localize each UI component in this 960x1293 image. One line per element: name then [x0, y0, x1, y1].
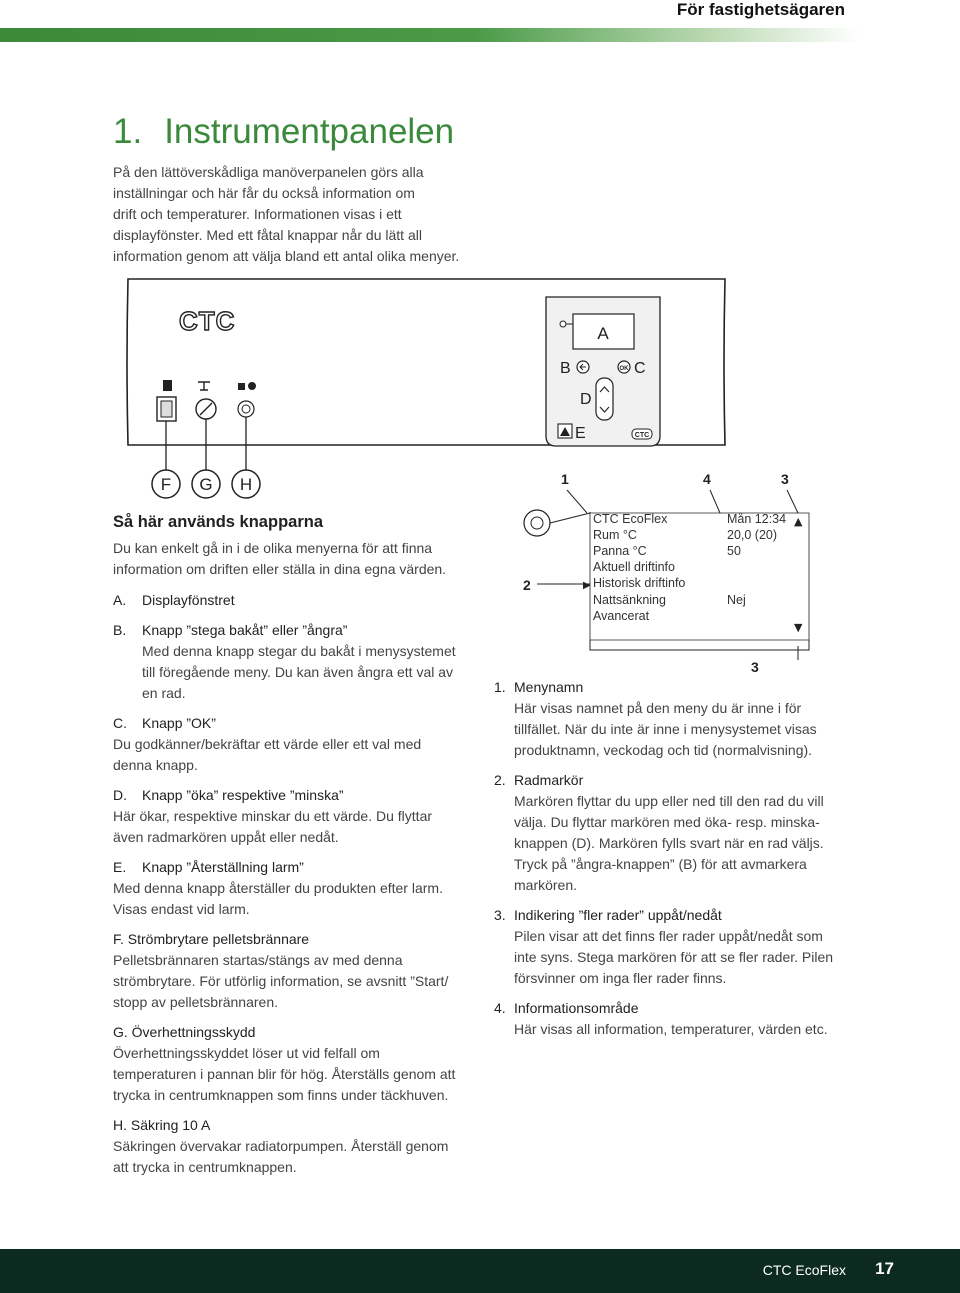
- item-line: Med denna knapp återställer du produkten efter larm.: [113, 880, 443, 896]
- label-a: A: [597, 324, 609, 343]
- item-line: en rad.: [142, 685, 186, 701]
- item-key: 4.: [494, 1000, 506, 1016]
- item-title: Radmarkör: [514, 772, 584, 788]
- item-line: Överhettningsskyddet löser ut vid felfall om: [113, 1045, 380, 1061]
- item-line: Pelletsbrännaren startas/stängs av med denna: [113, 952, 403, 968]
- item-title: Informationsområde: [514, 1000, 639, 1016]
- list-item: [113, 1022, 493, 1106]
- section-intro-line: Du kan enkelt gå in i de olika menyerna för att finna: [113, 540, 433, 556]
- intro-line: information genom att välja bland ett antal olika menyer.: [113, 248, 460, 264]
- item-key: B.: [113, 622, 127, 638]
- item-line: markören.: [514, 877, 578, 893]
- item-key: E.: [113, 859, 127, 875]
- label-b: B: [560, 360, 571, 377]
- item-line: Du godkänner/bekräftar ett värde eller ett val med: [113, 736, 422, 752]
- footer-product: CTC EcoFlex: [762, 1262, 846, 1278]
- callout-3-top: 3: [781, 471, 789, 487]
- item-line: försvinner om inga fler rader finns.: [514, 970, 727, 986]
- item-title: Menynamn: [514, 679, 584, 695]
- item-key: 1.: [494, 679, 506, 695]
- display-row-label: Aktuell driftinfo: [593, 560, 675, 574]
- item-line: Visas endast vid larm.: [113, 901, 250, 917]
- list-item: [113, 620, 493, 704]
- intro-line: displayfönster. Med ett fåtal knappar når du lätt all: [113, 227, 422, 243]
- label-h: H: [239, 475, 253, 494]
- list-item: [494, 998, 854, 1040]
- list-item: [113, 929, 493, 1013]
- page-number: 17: [875, 1259, 894, 1278]
- heading-title: Instrumentpanelen: [164, 112, 455, 151]
- label-d: D: [580, 391, 592, 408]
- list-item: [113, 590, 493, 611]
- ctc-logo: CTC: [179, 306, 236, 336]
- item-key: F.: [113, 931, 124, 947]
- item-line: stopp av pelletsbrännaren.: [113, 994, 278, 1010]
- svg-text:CTC: CTC: [634, 432, 650, 439]
- item-line: produktnamn, veckodag och tid (normalvisning).: [514, 742, 813, 758]
- item-title: Knapp ”stega bakåt” eller ”ångra”: [142, 622, 348, 638]
- item-key: 3.: [494, 907, 506, 923]
- item-line: temperaturen i pannan blir för hög. Återställs genom att: [113, 1066, 456, 1082]
- row-cursor-icon: ▶: [583, 580, 591, 591]
- section-title: Så här används knapparna: [113, 513, 323, 531]
- item-title: Knapp ”Återställning larm”: [142, 859, 304, 875]
- header-title: För fastighetsägaren: [676, 0, 845, 19]
- display-row-label: Historisk driftinfo: [593, 576, 686, 590]
- arrow-up-icon: ▲: [794, 515, 803, 528]
- label-g: G: [199, 475, 213, 494]
- label-e: E: [575, 425, 586, 442]
- up-down-button[interactable]: [596, 378, 613, 420]
- item-key: A.: [113, 592, 127, 608]
- item-title: Knapp ”öka” respektive ”minska”: [142, 787, 344, 803]
- item-key: 2.: [494, 772, 506, 788]
- item-line: Med denna knapp stegar du bakåt i menysystemet: [142, 643, 456, 659]
- item-key: H.: [113, 1117, 127, 1133]
- display-row-label: CTC EcoFlex: [593, 512, 668, 526]
- display-screen: [590, 513, 809, 640]
- list-item: [113, 857, 493, 920]
- callout-4: 4: [703, 471, 711, 487]
- button-description-list: [113, 590, 493, 1187]
- section-intro-line: information om driften eller ställa in dina egna värden.: [113, 561, 447, 577]
- item-line: knappen (D). Markören fylls svart när en rad väljs.: [514, 835, 824, 851]
- list-item: [113, 1115, 493, 1178]
- display-row-value: 50: [727, 544, 741, 558]
- heading-number: 1.: [113, 112, 143, 151]
- item-line: Här visas all information, temperaturer, värden etc.: [514, 1021, 828, 1037]
- intro-line: drift och temperaturer. Informationen visas i ett: [113, 206, 402, 222]
- item-key: C.: [113, 715, 127, 731]
- display-row-label: Panna °C: [593, 544, 647, 558]
- item-title: Indikering ”fler rader” uppåt/nedåt: [514, 907, 722, 923]
- display-row-label: Avancerat: [593, 609, 650, 623]
- list-item: [494, 905, 854, 989]
- display-row-value: Mån 12:34: [727, 512, 787, 526]
- item-line: Pilen visar att det finns fler rader uppåt/nedåt som: [514, 928, 823, 944]
- page-footer: [0, 1249, 960, 1293]
- item-title: Strömbrytare pelletsbrännare: [127, 931, 310, 947]
- display-row-value: 20,0 (20): [727, 528, 778, 542]
- item-line: Säkringen övervakar radiatorpumpen. Återställ genom: [113, 1138, 449, 1154]
- display-knob: [524, 510, 550, 536]
- display-description-list: [494, 677, 854, 1049]
- list-item: [113, 713, 493, 776]
- item-line: även radmarkören uppåt eller nedåt.: [113, 829, 339, 845]
- section-intro: [113, 538, 446, 580]
- control-panel-illustration: [0, 0, 960, 500]
- display-row-label: Nattsänkning: [593, 593, 666, 607]
- item-line: denna knapp.: [113, 757, 198, 773]
- item-line: strömbrytare. För utförlig information, se avsnitt ”Start/: [113, 973, 449, 989]
- ok-icon: OK: [619, 366, 629, 372]
- callout-2: 2: [523, 577, 531, 593]
- intro-line: inställningar och här får du också information om: [113, 185, 415, 201]
- item-line: trycka in centrumknappen som finns under täckhuven.: [113, 1087, 449, 1103]
- label-c: C: [634, 360, 646, 377]
- item-line: Tryck på ”ångra-knappen” (B) för att avmarkera: [514, 856, 807, 872]
- item-line: Här ökar, respektive minskar du ett värde. Du flyttar: [113, 808, 433, 824]
- list-item: [494, 677, 854, 761]
- intro-line: På den lättöverskådliga manöverpanelen görs alla: [113, 164, 424, 180]
- display-row-label: Rum °C: [593, 528, 637, 542]
- list-item: [113, 785, 493, 848]
- item-line: välja. Du flyttar markören med öka- resp. minska-: [514, 814, 820, 830]
- item-line: Här visas namnet på den meny du är inne i för: [514, 700, 802, 716]
- item-key: D.: [113, 787, 127, 803]
- item-title: Säkring 10 A: [130, 1117, 211, 1133]
- list-item: [494, 770, 854, 896]
- label-f: F: [160, 475, 172, 494]
- item-line: till föregående meny. Du kan även ångra ett val av: [142, 664, 454, 680]
- arrow-down-icon: ▼: [794, 621, 803, 634]
- item-key: G.: [113, 1024, 128, 1040]
- item-title: Överhettningsskydd: [131, 1024, 256, 1040]
- item-line: att trycka in centrumknappen.: [113, 1159, 297, 1175]
- item-title: Knapp ”OK”: [142, 715, 216, 731]
- display-row-value: Nej: [727, 593, 746, 607]
- item-title: Displayfönstret: [142, 592, 235, 608]
- item-line: tillfället. När du inte är inne i menysystemet visas: [514, 721, 817, 737]
- item-line: Markören flyttar du upp eller ned till den rad du vill: [514, 793, 824, 809]
- callout-1: 1: [561, 471, 569, 487]
- callout-3-bottom: 3: [751, 659, 759, 675]
- item-line: inte syns. Stega markören för att se fler rader. Pilen: [514, 949, 834, 965]
